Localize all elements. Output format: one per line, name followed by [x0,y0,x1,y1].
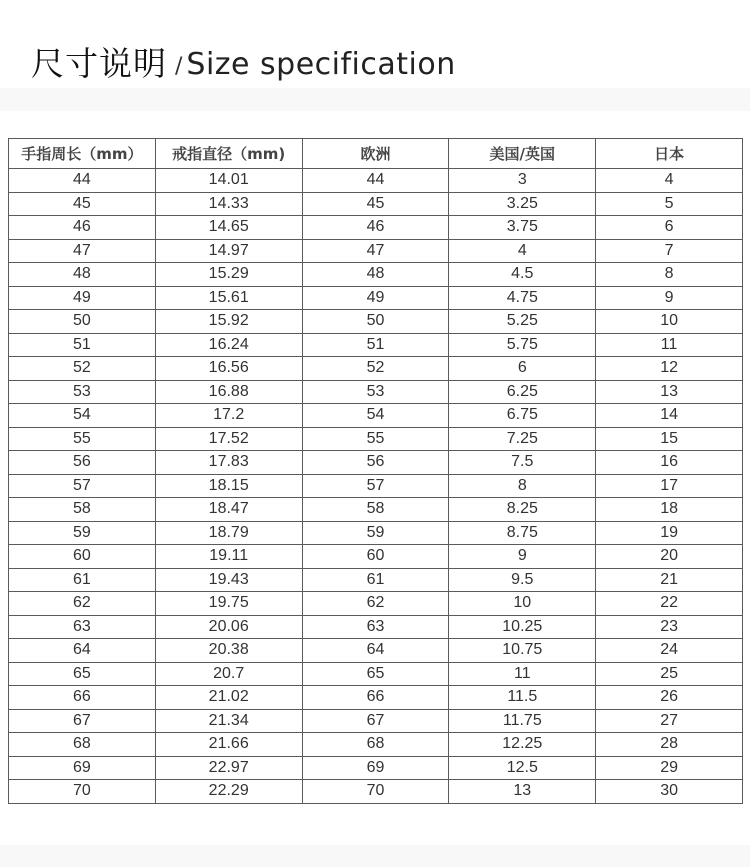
title-chinese: 尺寸说明 [31,44,167,83]
table-cell: 13 [449,780,596,804]
table-cell: 63 [302,615,449,639]
table-cell: 15 [596,427,743,451]
table-row [9,357,743,381]
table-cell: 62 [302,592,449,616]
table-cell: 14 [596,404,743,428]
title-english: Size specification [186,47,456,82]
table-cell: 20.06 [155,615,302,639]
table-cell: 45 [9,192,156,216]
table-row [9,568,743,592]
table-cell: 52 [302,357,449,381]
table-cell: 21.02 [155,686,302,710]
table-cell: 12 [596,357,743,381]
divider-band-bottom [0,845,750,867]
table-row [9,427,743,451]
table-cell: 49 [302,286,449,310]
table-cell: 18 [596,498,743,522]
table-cell: 68 [302,733,449,757]
table-cell: 4 [596,169,743,193]
table-row [9,192,743,216]
table-cell: 46 [302,216,449,240]
table-row [9,404,743,428]
table-cell: 66 [302,686,449,710]
table-cell: 29 [596,756,743,780]
table-cell: 44 [9,169,156,193]
table-cell: 19.43 [155,568,302,592]
table-cell: 65 [302,662,449,686]
table-cell: 19 [596,521,743,545]
table-row [9,615,743,639]
table-cell: 6.25 [449,380,596,404]
table-cell: 20.38 [155,639,302,663]
table-cell: 18.15 [155,474,302,498]
table-cell: 9.5 [449,568,596,592]
size-table [8,138,743,804]
table-row [9,521,743,545]
table-row [9,310,743,334]
table-row [9,380,743,404]
table-cell: 23 [596,615,743,639]
table-cell: 61 [9,568,156,592]
table-cell: 48 [9,263,156,287]
title-separator: / [175,54,183,79]
table-cell: 16.56 [155,357,302,381]
table-cell: 5.25 [449,310,596,334]
table-cell: 51 [9,333,156,357]
table-cell: 68 [9,733,156,757]
table-cell: 47 [9,239,156,263]
table-cell: 59 [302,521,449,545]
table-cell: 52 [9,357,156,381]
table-row [9,756,743,780]
page-title [31,40,456,84]
table-cell: 6 [449,357,596,381]
table-cell: 7.25 [449,427,596,451]
table-cell: 22.97 [155,756,302,780]
table-cell: 44 [302,169,449,193]
table-cell: 3.75 [449,216,596,240]
table-cell: 5.75 [449,333,596,357]
table-cell: 5 [596,192,743,216]
table-row [9,662,743,686]
table-cell: 54 [302,404,449,428]
table-cell: 24 [596,639,743,663]
table-cell: 4.5 [449,263,596,287]
table-cell: 12.5 [449,756,596,780]
table-cell: 21.34 [155,709,302,733]
table-cell: 22.29 [155,780,302,804]
column-header: 美国/英国 [449,139,596,169]
table-cell: 53 [9,380,156,404]
table-cell: 14.33 [155,192,302,216]
table-cell: 11.5 [449,686,596,710]
table-cell: 10 [449,592,596,616]
table-cell: 69 [9,756,156,780]
table-cell: 13 [596,380,743,404]
table-cell: 61 [302,568,449,592]
table-cell: 30 [596,780,743,804]
table-cell: 18.47 [155,498,302,522]
table-cell: 64 [9,639,156,663]
table-row [9,239,743,263]
table-row [9,733,743,757]
table-cell: 20 [596,545,743,569]
table-cell: 27 [596,709,743,733]
table-cell: 21 [596,568,743,592]
table-cell: 7 [596,239,743,263]
table-row [9,263,743,287]
table-cell: 15.29 [155,263,302,287]
table-cell: 9 [596,286,743,310]
table-cell: 56 [9,451,156,475]
table-row [9,286,743,310]
table-cell: 10 [596,310,743,334]
table-cell: 21.66 [155,733,302,757]
table-row [9,592,743,616]
table-cell: 28 [596,733,743,757]
table-cell: 14.65 [155,216,302,240]
table-cell: 55 [9,427,156,451]
table-row [9,333,743,357]
table-cell: 60 [9,545,156,569]
table-cell: 50 [302,310,449,334]
table-cell: 69 [302,756,449,780]
table-row [9,686,743,710]
table-cell: 8 [596,263,743,287]
table-cell: 15.92 [155,310,302,334]
table-row [9,780,743,804]
table-cell: 55 [302,427,449,451]
table-cell: 70 [9,780,156,804]
table-cell: 18.79 [155,521,302,545]
table-cell: 59 [9,521,156,545]
table-cell: 9 [449,545,596,569]
table-cell: 14.01 [155,169,302,193]
table-cell: 25 [596,662,743,686]
table-cell: 14.97 [155,239,302,263]
table-cell: 53 [302,380,449,404]
table-cell: 67 [302,709,449,733]
table-cell: 66 [9,686,156,710]
table-cell: 11 [596,333,743,357]
table-cell: 3.25 [449,192,596,216]
table-cell: 19.75 [155,592,302,616]
table-row [9,474,743,498]
table-cell: 16 [596,451,743,475]
table-cell: 70 [302,780,449,804]
table-cell: 26 [596,686,743,710]
table-cell: 19.11 [155,545,302,569]
table-row [9,451,743,475]
column-header: 欧洲 [302,139,449,169]
table-cell: 49 [9,286,156,310]
table-cell: 16.88 [155,380,302,404]
divider-band-top [0,88,750,111]
table-cell: 3 [449,169,596,193]
table-cell: 10.75 [449,639,596,663]
table-cell: 10.25 [449,615,596,639]
table-cell: 63 [9,615,156,639]
column-header: 日本 [596,139,743,169]
table-cell: 58 [9,498,156,522]
table-row [9,498,743,522]
table-cell: 46 [9,216,156,240]
table-row [9,216,743,240]
table-cell: 22 [596,592,743,616]
table-cell: 12.25 [449,733,596,757]
column-header: 手指周长（mm） [9,139,156,169]
table-cell: 57 [9,474,156,498]
table-cell: 17 [596,474,743,498]
table-cell: 67 [9,709,156,733]
table-cell: 56 [302,451,449,475]
table-row [9,709,743,733]
table-header-row [9,139,743,169]
table-cell: 7.5 [449,451,596,475]
table-cell: 58 [302,498,449,522]
table-cell: 65 [9,662,156,686]
table-cell: 64 [302,639,449,663]
table-cell: 51 [302,333,449,357]
table-cell: 6.75 [449,404,596,428]
table-cell: 48 [302,263,449,287]
table-cell: 60 [302,545,449,569]
table-cell: 57 [302,474,449,498]
table-cell: 4 [449,239,596,263]
table-cell: 8.75 [449,521,596,545]
column-header: 戒指直径（mm) [155,139,302,169]
table-cell: 47 [302,239,449,263]
table-cell: 50 [9,310,156,334]
table-cell: 11 [449,662,596,686]
table-cell: 11.75 [449,709,596,733]
table-cell: 8 [449,474,596,498]
table-cell: 17.2 [155,404,302,428]
table-row [9,639,743,663]
table-cell: 54 [9,404,156,428]
table-cell: 6 [596,216,743,240]
table-cell: 4.75 [449,286,596,310]
table-cell: 17.83 [155,451,302,475]
table-cell: 45 [302,192,449,216]
table-cell: 17.52 [155,427,302,451]
table-cell: 16.24 [155,333,302,357]
table-row [9,169,743,193]
table-cell: 20.7 [155,662,302,686]
table-cell: 15.61 [155,286,302,310]
table-row [9,545,743,569]
table-cell: 8.25 [449,498,596,522]
table-cell: 62 [9,592,156,616]
